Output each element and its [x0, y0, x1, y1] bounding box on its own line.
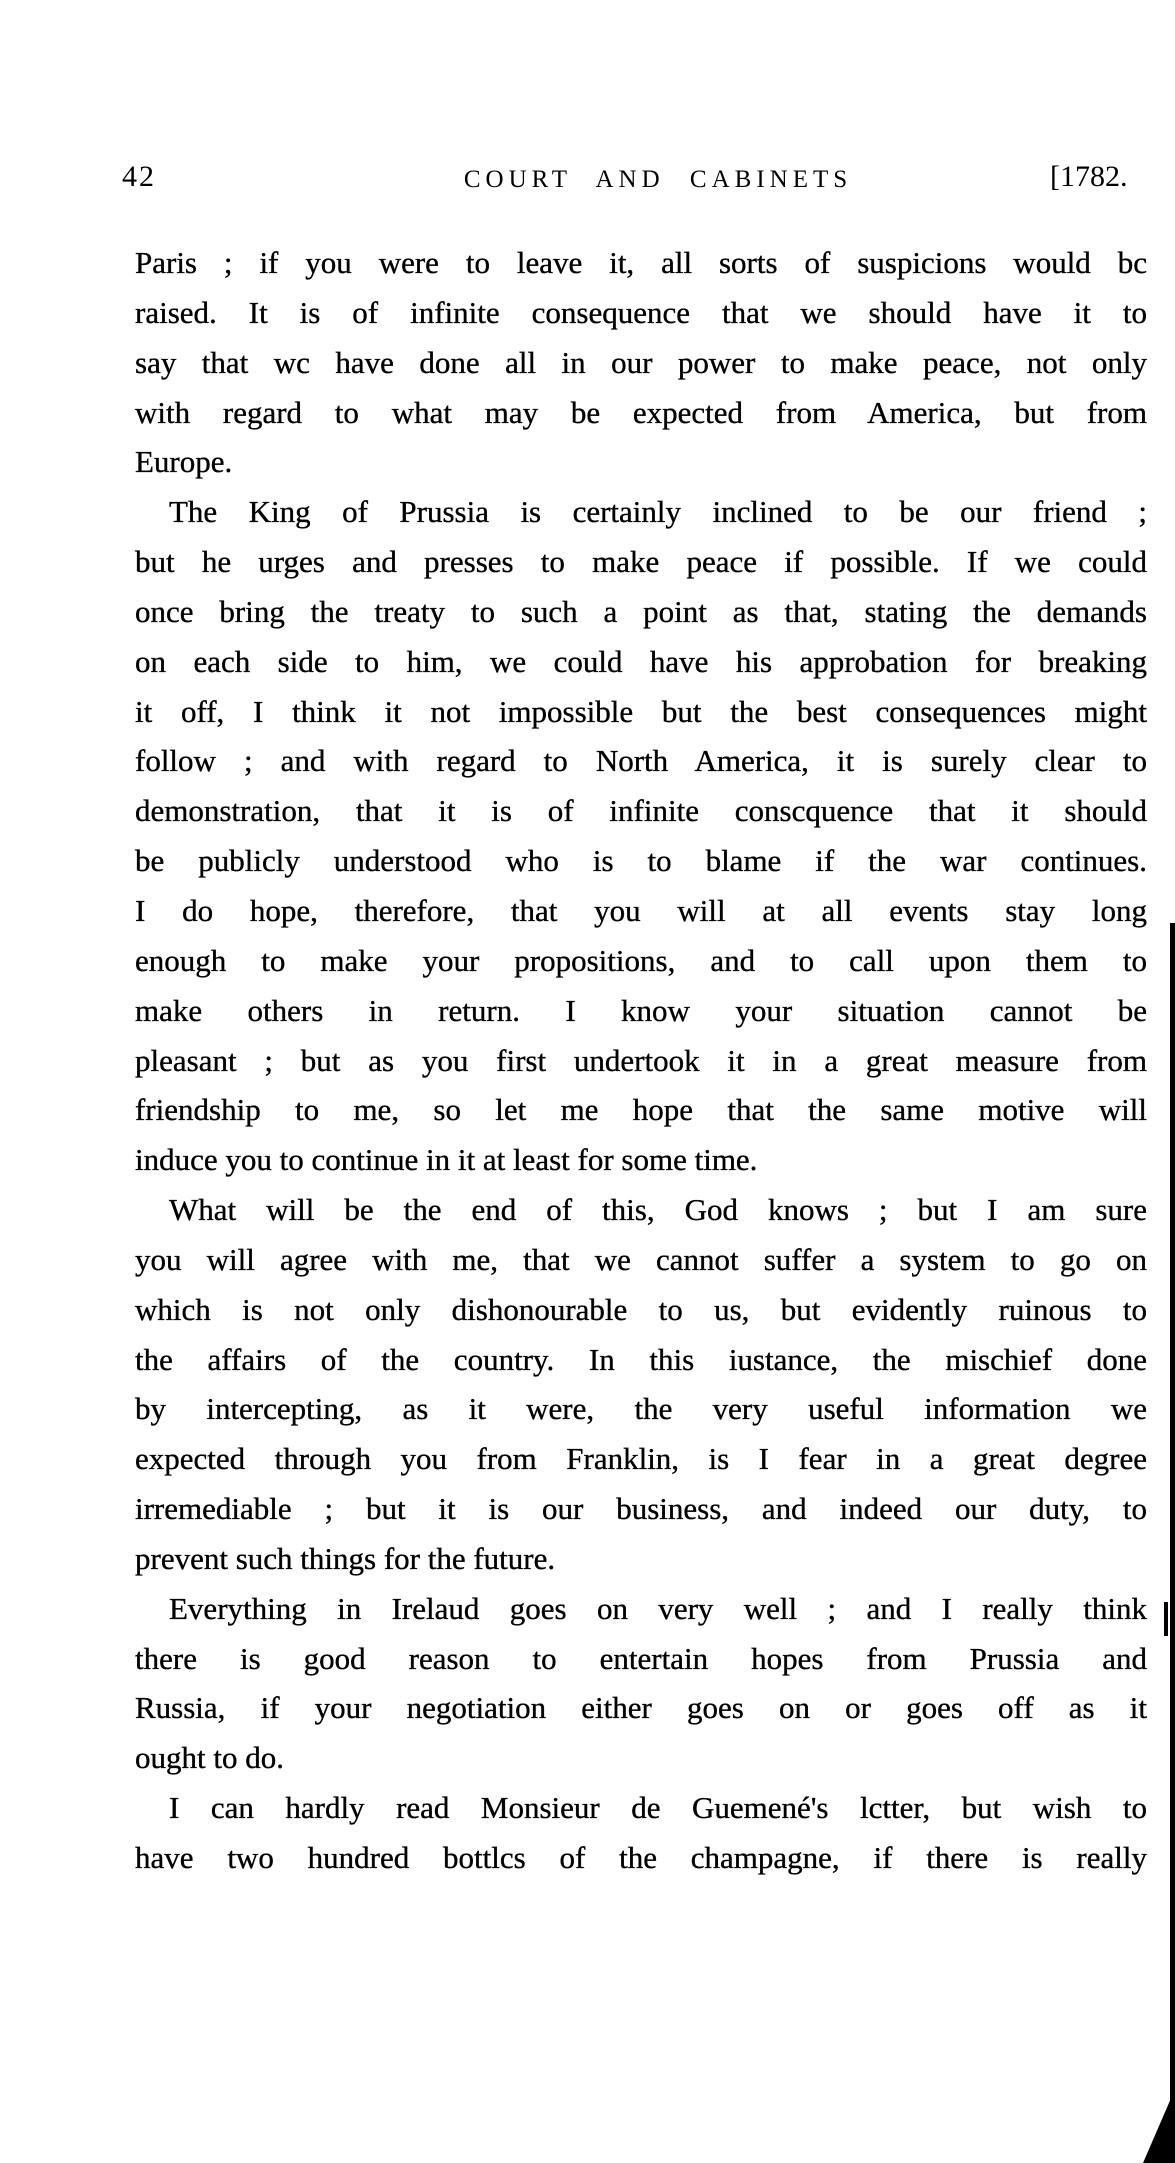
text-line: friendship to me, so let me hope that the same motive will [135, 1092, 1147, 1128]
paragraph [135, 1584, 1147, 1783]
text-line: demonstration, that it is of infinite conscquence that it should [135, 793, 1147, 829]
text-line: irremediable ; but it is our business, and indeed our duty, to [135, 1491, 1147, 1527]
text-line: Europe. [135, 444, 233, 480]
text-line: Everything in Irelaud goes on very well ; and I really think [169, 1590, 1147, 1626]
text-line: I do hope, therefore, that you will at all events stay long [135, 892, 1147, 928]
text-line: expected through you from Franklin, is I fear in a great degree [135, 1441, 1147, 1477]
running-title: COURT AND CABINETS [463, 166, 853, 193]
text-line: raised. It is of infinite consequence that we should have it to [135, 294, 1147, 330]
text-line: What will be the end of this, God knows ; but I am sure [169, 1192, 1147, 1228]
text-line: follow ; and with regard to North America, it is surely clear to [135, 743, 1147, 779]
paragraph [135, 1783, 1147, 1883]
text-line: Paris ; if you were to leave it, all sorts of suspicions would bc [135, 245, 1147, 280]
year-marker: [1782. [1050, 160, 1128, 193]
text-line: which is not only dishonourable to us, but evidently ruinous to [135, 1291, 1147, 1327]
text-line: be publicly understood who is to blame if the war continues. [135, 843, 1147, 879]
text-line: The King of Prussia is certainly inclined to be our friend ; [169, 494, 1147, 530]
paragraph [135, 1185, 1147, 1584]
text-line: ought to do. [135, 1740, 284, 1776]
scan-artifact-edge-line [1170, 923, 1175, 2163]
text-line: by intercepting, as it were, the very useful information we [135, 1391, 1147, 1427]
paragraph [135, 238, 1147, 487]
text-line: Russia, if your negotiation either goes on or goes off as it [135, 1690, 1147, 1726]
paragraph [135, 487, 1147, 1185]
text-line: make others in return. I know your situation cannot be [135, 992, 1147, 1028]
text-line: prevent such things for the future. [135, 1540, 556, 1576]
text-line: it off, I think it not impossible but the best consequences might [135, 693, 1147, 729]
text-line: the affairs of the country. In this iustance, the mischief done [135, 1341, 1147, 1377]
text-line: on each side to him, we could have his approbation for breaking [135, 643, 1147, 679]
page-number: 42 [122, 160, 156, 193]
text-line: enough to make your propositions, and to call upon them to [135, 942, 1147, 978]
text-line: induce you to continue in it at least for some time. [135, 1142, 758, 1178]
scan-artifact-corner-wedge [1143, 2089, 1175, 2163]
text-line: you will agree with me, that we cannot suffer a system to go on [135, 1241, 1147, 1277]
text-line: pleasant ; but as you first undertook it in a great measure from [135, 1042, 1147, 1078]
text-line: there is good reason to entertain hopes from Prussia and [135, 1640, 1147, 1676]
text-line: with regard to what may be expected from America, but from [135, 394, 1147, 430]
text-line: I can hardly read Monsieur de Guemené's lctter, but wish to [169, 1790, 1147, 1826]
text-line: but he urges and presses to make peace if possible. If we could [135, 544, 1147, 580]
text-block [135, 238, 1147, 1883]
scan-artifact-edge-tick [1164, 1602, 1168, 1636]
text-line: once bring the treaty to such a point as that, stating the demands [135, 593, 1147, 629]
text-line: say that wc have done all in our power to make peace, not only [135, 344, 1147, 380]
text-line: have two hundred bottlcs of the champagne, if there is really [135, 1840, 1147, 1875]
